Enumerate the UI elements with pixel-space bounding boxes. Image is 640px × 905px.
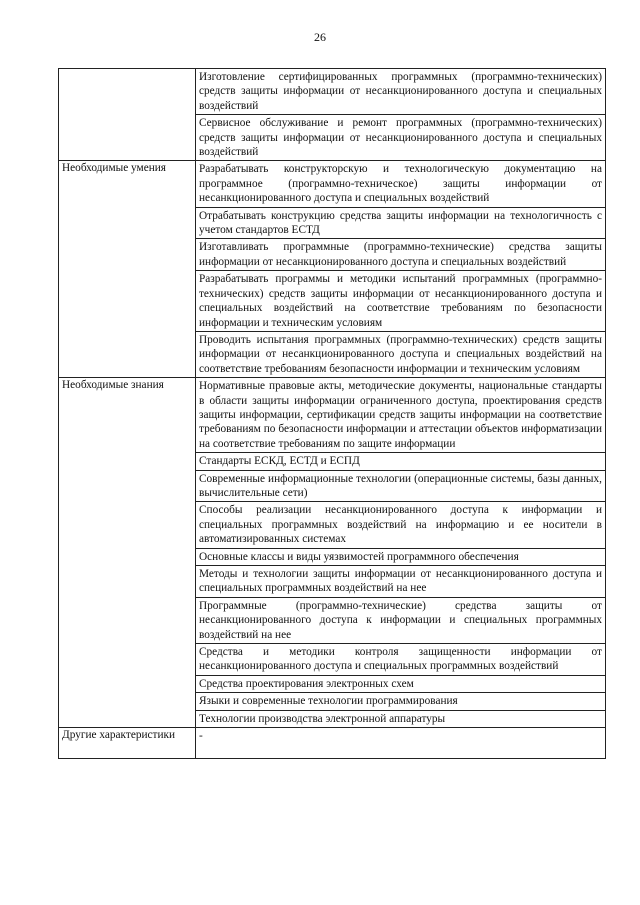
table-row	[59, 728, 606, 759]
table-row	[59, 378, 606, 728]
list-item: Средства и методики контроля защищенности информации от несанкционированного доступа и специальных программных воздействий	[196, 644, 605, 676]
row-label: Необходимые знания	[59, 378, 196, 728]
list-item: Средства проектирования электронных схем	[196, 676, 605, 693]
list-item: Разрабатывать программы и методики испытаний программных (программно-технических) средств защиты информации от несанкционированного доступа и специальных воздействий на соответствие требованиям по безопасности информации и техническим условиям	[196, 271, 605, 332]
page-number: 26	[314, 30, 326, 44]
requirements-table	[58, 68, 606, 759]
row-content	[196, 378, 606, 728]
row-label: Другие характеристики	[59, 728, 196, 759]
list-item: Стандарты ЕСКД, ЕСТД и ЕСПД	[196, 453, 605, 470]
list-item: Основные классы и виды уязвимостей программного обеспечения	[196, 549, 605, 566]
list-item: -	[199, 730, 203, 743]
list-item: Сервисное обслуживание и ремонт программных (программно-технических) средств защиты информации от несанкционированного доступа и специальных воздействий	[199, 117, 602, 159]
list-item: Программные (программно-технические) средства защиты от несанкционированного доступа к информации и специальных программных воздействий на нее	[196, 598, 605, 644]
row-label: Необходимые умения	[59, 161, 196, 378]
list-item: Современные информационные технологии (операционные системы, базы данных, вычислительные сети)	[196, 471, 605, 503]
row-content	[196, 69, 606, 161]
table-row	[59, 161, 606, 378]
list-item: Отрабатывать конструкцию средства защиты информации на технологичность с учетом стандартов ЕСТД	[196, 208, 605, 240]
row-content	[196, 728, 606, 759]
list-item: Изготавливать программные (программно-технические) средства защиты информации от несанкционированного доступа и специальных воздействий	[196, 239, 605, 271]
list-item: Разрабатывать конструкторскую и технологическую документацию на программное (программно-техническое) защиты информации от несанкционированного доступа и специальных воздействий	[196, 161, 605, 207]
list-item: Изготовление сертифицированных программных (программно-технических) средств защиты информации от несанкционированного доступа и специальных воздействий	[196, 69, 605, 115]
list-item: Языки и современные технологии программирования	[196, 693, 605, 710]
list-item: Проводить испытания программных (программно-технических) средств защиты информации от несанкционированного доступа и специальных воздействий на соответствие требованиям безопасности информации и техническим условиям	[199, 333, 602, 375]
table-row	[59, 69, 606, 161]
row-label	[59, 69, 196, 161]
list-item: Способы реализации несанкционированного доступа к информации и специальных программных воздействий на информацию и ее носители в автоматизированных системах	[196, 502, 605, 548]
row-content	[196, 161, 606, 378]
list-item: Методы и технологии защиты информации от несанкционированного доступа и специальных программных воздействий на нее	[196, 566, 605, 598]
list-item: Нормативные правовые акты, методические документы, национальные стандарты в области защиты информации ограниченного доступа, проектирования средств защиты информации, сертификации средств защиты информации на соответствие требованиям по безопасности информации и аттестации объектов информатизации на соответствие требованиям по защите информации	[196, 378, 605, 453]
list-item: Технологии производства электронной аппаратуры	[199, 712, 446, 725]
